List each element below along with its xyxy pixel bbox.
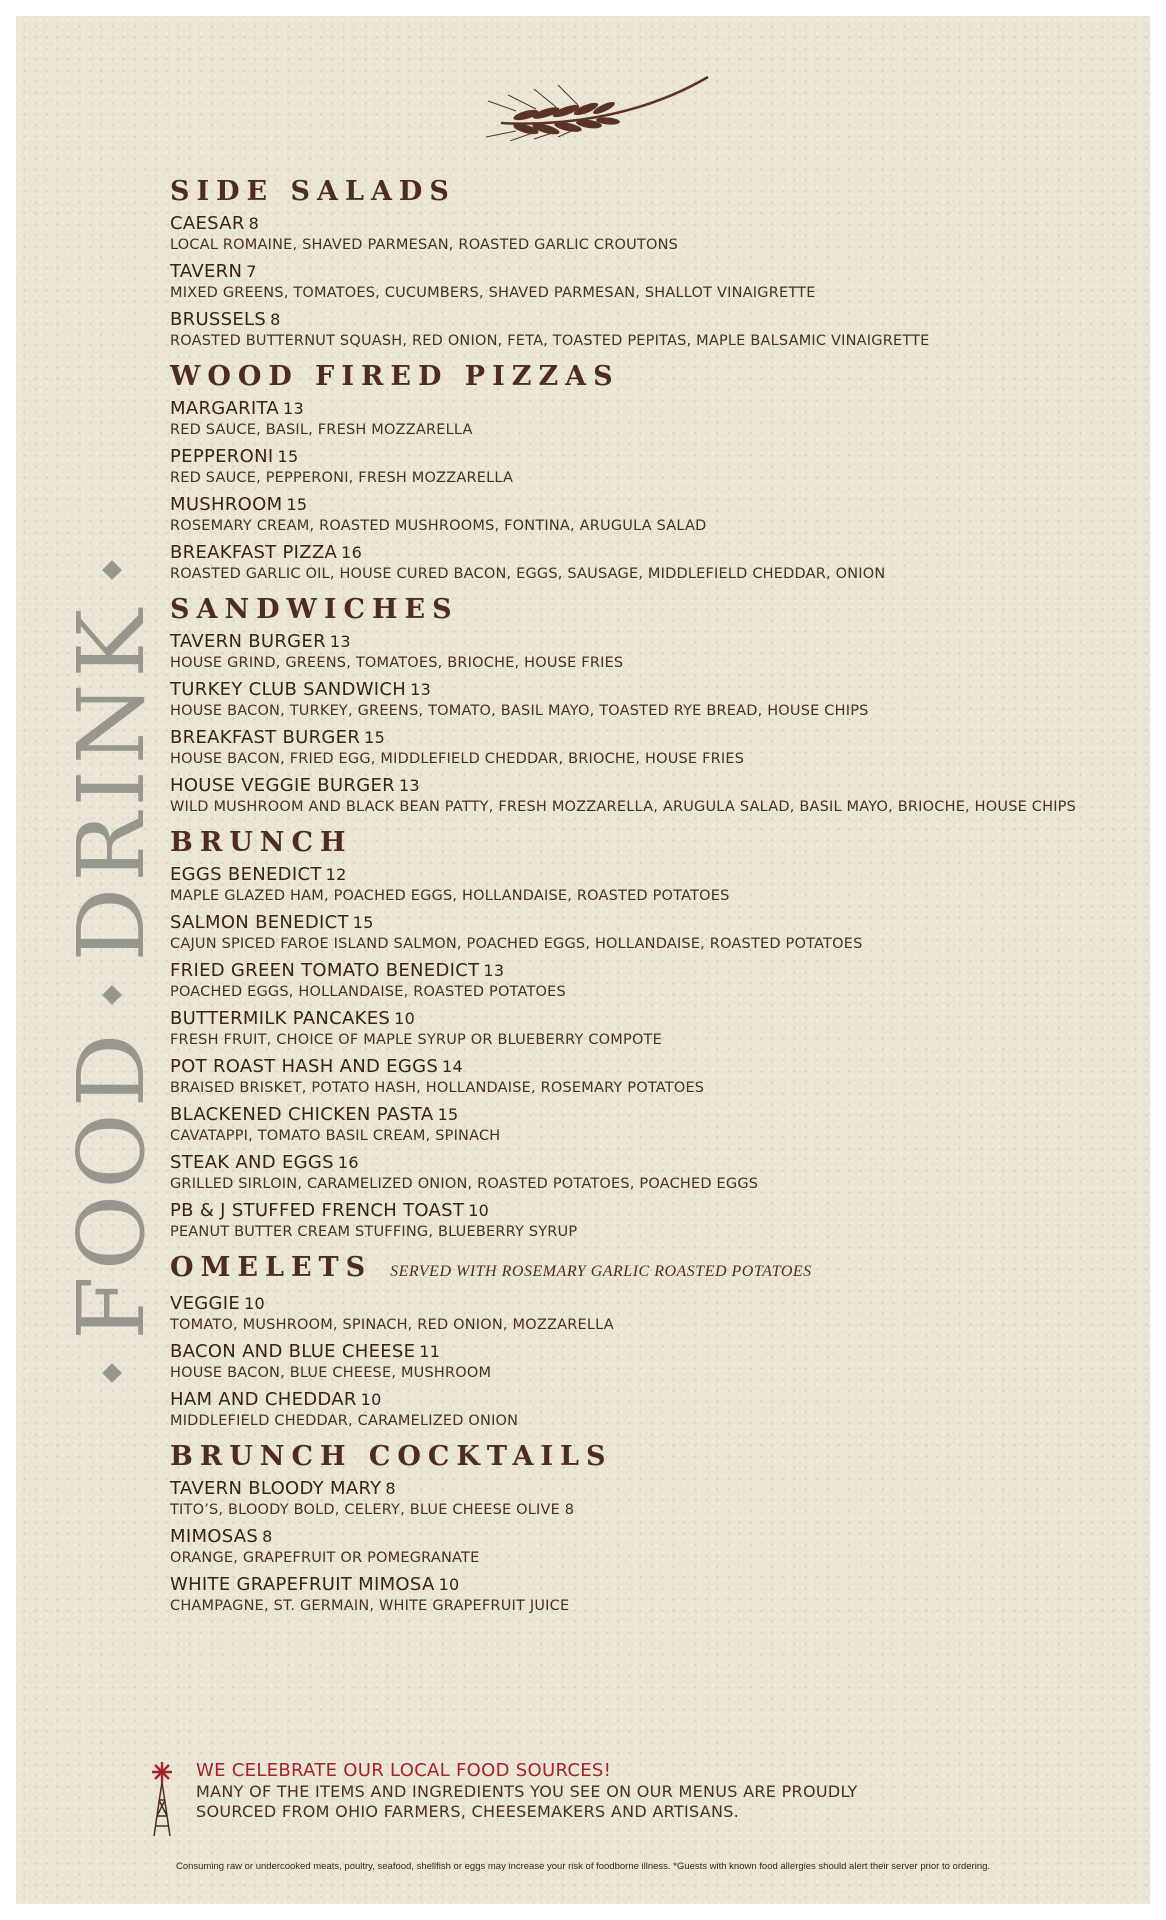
menu-item-price: 13 bbox=[329, 632, 351, 651]
menu-item-header bbox=[170, 493, 1130, 516]
menu-item bbox=[170, 445, 1130, 488]
menu-item-header bbox=[170, 308, 1130, 331]
menu-item-price: 10 bbox=[468, 1201, 490, 1220]
menu-item-price: 15 bbox=[364, 728, 386, 747]
menu-item bbox=[170, 678, 1130, 721]
section-title-text: BRUNCH bbox=[170, 827, 353, 858]
menu-item-price: 15 bbox=[277, 447, 299, 466]
menu-item-description: ROSEMARY CREAM, ROASTED MUSHROOMS, FONTINA, ARUGULA SALAD bbox=[170, 518, 707, 534]
menu-item bbox=[170, 308, 1130, 351]
menu-item bbox=[170, 397, 1130, 440]
menu-section bbox=[170, 1250, 1130, 1431]
menu-item-price: 8 bbox=[270, 310, 281, 329]
menu-item-description: POACHED EGGS, HOLLANDAISE, ROASTED POTATOES bbox=[170, 984, 566, 1000]
menu-item-header bbox=[170, 1292, 1130, 1315]
menu-item bbox=[170, 630, 1130, 673]
menu-item-header bbox=[170, 1340, 1130, 1363]
section-title bbox=[170, 825, 1130, 861]
menu-item-header bbox=[170, 397, 1130, 420]
menu-item bbox=[170, 1525, 1130, 1568]
section-title bbox=[170, 359, 1130, 395]
menu-item-name: FRIED GREEN TOMATO BENEDICT bbox=[170, 960, 480, 981]
menu-item-description: HOUSE BACON, FRIED EGG, MIDDLEFIELD CHEDDAR, BRIOCHE, HOUSE FRIES bbox=[170, 751, 745, 767]
windmill-icon bbox=[146, 1758, 178, 1838]
menu-item bbox=[170, 1151, 1130, 1194]
menu-item-description: LOCAL ROMAINE, SHAVED PARMESAN, ROASTED GARLIC CROUTONS bbox=[170, 237, 679, 253]
menu-item-description: ORANGE, GRAPEFRUIT OR POMEGRANATE bbox=[170, 1550, 480, 1566]
menu-item-price: 10 bbox=[394, 1009, 416, 1028]
menu-item-header bbox=[170, 863, 1130, 886]
menu-item-header bbox=[170, 541, 1130, 564]
menu-item bbox=[170, 1388, 1130, 1431]
menu-item-name: BREAKFAST PIZZA bbox=[170, 542, 338, 563]
menu-item-header bbox=[170, 1055, 1130, 1078]
section-title-text: OMELETS bbox=[170, 1252, 373, 1283]
menu-item-name: MARGARITA bbox=[170, 398, 280, 419]
menu-item-description: ROASTED BUTTERNUT SQUASH, RED ONION, FETA, TOASTED PEPITAS, MAPLE BALSAMIC VINAIGRETTE bbox=[170, 333, 930, 349]
local-sources-callout bbox=[146, 1758, 1106, 1838]
menu-item bbox=[170, 1199, 1130, 1242]
menu-item bbox=[170, 212, 1130, 255]
menu-item-name: VEGGIE bbox=[170, 1293, 241, 1314]
section-title-text: WOOD FIRED PIZZAS bbox=[170, 361, 620, 392]
menu-item bbox=[170, 863, 1130, 906]
wheat-icon bbox=[486, 71, 716, 141]
menu-item-description: GRILLED SIRLOIN, CARAMELIZED ONION, ROASTED POTATOES, POACHED EGGS bbox=[170, 1176, 759, 1192]
menu-item-name: EGGS BENEDICT bbox=[170, 864, 322, 885]
menu-item-description: HOUSE BACON, BLUE CHEESE, MUSHROOM bbox=[170, 1365, 492, 1381]
menu-item-name: BACON AND BLUE CHEESE bbox=[170, 1341, 416, 1362]
menu-item-name: BREAKFAST BURGER bbox=[170, 727, 361, 748]
menu-item-price: 15 bbox=[437, 1105, 459, 1124]
menu-item-name: HOUSE VEGGIE BURGER bbox=[170, 775, 395, 796]
menu-item-name: SALMON BENEDICT bbox=[170, 912, 349, 933]
menu-item-description: RED SAUCE, BASIL, FRESH MOZZARELLA bbox=[170, 422, 473, 438]
menu-item-price: 11 bbox=[419, 1342, 441, 1361]
section-title bbox=[170, 592, 1130, 628]
menu-item-header bbox=[170, 911, 1130, 934]
menu-item-description: CHAMPAGNE, ST. GERMAIN, WHITE GRAPEFRUIT JUICE bbox=[170, 1598, 570, 1614]
menu-item-description: TITO’S, BLOODY BOLD, CELERY, BLUE CHEESE OLIVE 8 bbox=[170, 1502, 575, 1518]
menu-item-name: HAM AND CHEDDAR bbox=[170, 1389, 357, 1410]
menu-item-description: HOUSE GRIND, GREENS, TOMATOES, BRIOCHE, HOUSE FRIES bbox=[170, 655, 624, 671]
menu-item-name: TAVERN BLOODY MARY bbox=[170, 1478, 382, 1499]
menu-item-price: 13 bbox=[283, 399, 305, 418]
menu-item-description: FRESH FRUIT, CHOICE OF MAPLE SYRUP OR BLUEBERRY COMPOTE bbox=[170, 1032, 662, 1048]
menu-item-description: MAPLE GLAZED HAM, POACHED EGGS, HOLLANDAISE, ROASTED POTATOES bbox=[170, 888, 730, 904]
diamond-icon bbox=[102, 560, 122, 580]
menu-item-price: 8 bbox=[248, 214, 260, 233]
menu-item-price: 13 bbox=[410, 680, 432, 699]
menu-item-name: TAVERN bbox=[170, 261, 243, 282]
menu-item bbox=[170, 493, 1130, 536]
menu-item-price: 12 bbox=[325, 865, 347, 884]
menu-item-price: 8 bbox=[262, 1527, 273, 1546]
diamond-icon bbox=[102, 1363, 122, 1383]
menu-item-price: 13 bbox=[398, 776, 420, 795]
menu-item-description: PEANUT BUTTER CREAM STUFFING, BLUEBERRY SYRUP bbox=[170, 1224, 578, 1240]
menu-item-name: BUTTERMILK PANCAKES bbox=[170, 1008, 391, 1029]
menu-item-description: CAJUN SPICED FAROE ISLAND SALMON, POACHED EGGS, HOLLANDAISE, ROASTED POTATOES bbox=[170, 936, 863, 952]
menu-item bbox=[170, 1292, 1130, 1335]
menu-item bbox=[170, 726, 1130, 769]
menu-item-price: 16 bbox=[337, 1153, 359, 1172]
menu-item-description: MIXED GREENS, TOMATOES, CUCUMBERS, SHAVED PARMESAN, SHALLOT VINAIGRETTE bbox=[170, 285, 816, 301]
section-title bbox=[170, 1250, 1130, 1290]
section-note: SERVED WITH ROSEMARY GARLIC ROASTED POTATOES bbox=[390, 1263, 812, 1280]
vertical-word-food: FOOD bbox=[58, 1027, 166, 1340]
menu-section bbox=[170, 825, 1130, 1242]
menu-item-price: 16 bbox=[341, 543, 363, 562]
menu-section bbox=[170, 359, 1130, 584]
section-title bbox=[170, 1439, 1130, 1475]
menu-item bbox=[170, 1573, 1130, 1616]
menu-item-name: MUSHROOM bbox=[170, 494, 283, 515]
menu-section bbox=[170, 174, 1130, 351]
menu-item-name: TAVERN BURGER bbox=[170, 631, 326, 652]
menu-page bbox=[16, 16, 1150, 1904]
menu-item-price: 13 bbox=[483, 961, 505, 980]
section-title-text: BRUNCH COCKTAILS bbox=[170, 1441, 613, 1472]
menu-item-price: 8 bbox=[385, 1479, 396, 1498]
menu-item-header bbox=[170, 1477, 1130, 1500]
section-title-text: SIDE SALADS bbox=[170, 176, 456, 207]
menu-item-description: MIDDLEFIELD CHEDDAR, CARAMELIZED ONION bbox=[170, 1413, 519, 1429]
menu-item-price: 10 bbox=[438, 1575, 460, 1594]
menu-item-name: POT ROAST HASH AND EGGS bbox=[170, 1056, 439, 1077]
menu-item-header bbox=[170, 260, 1130, 283]
menu-section bbox=[170, 592, 1130, 817]
menu-item-header bbox=[170, 445, 1130, 468]
menu-item-name: STEAK AND EGGS bbox=[170, 1152, 334, 1173]
local-sources-body-line2: SOURCED FROM OHIO FARMERS, CHEESEMAKERS AND ARTISANS. bbox=[196, 1802, 740, 1821]
menu-item-header bbox=[170, 1007, 1130, 1030]
menu-item-name: PEPPERONI bbox=[170, 446, 274, 467]
section-title bbox=[170, 174, 1130, 210]
menu-item-header bbox=[170, 1388, 1130, 1411]
menu-item-price: 10 bbox=[244, 1294, 266, 1313]
menu-item-price: 15 bbox=[352, 913, 374, 932]
menu-item-header bbox=[170, 726, 1130, 749]
menu-item-description: WILD MUSHROOM AND BLACK BEAN PATTY, FRESH MOZZARELLA, ARUGULA SALAD, BASIL MAYO, BRIOCHE, HOUSE CHIPS bbox=[170, 799, 1077, 815]
vertical-word-drink: DRINK bbox=[58, 602, 166, 962]
menu-item bbox=[170, 541, 1130, 584]
food-drink-vertical-label bbox=[58, 541, 166, 1401]
menu-item-header bbox=[170, 774, 1130, 797]
local-sources-title: WE CELEBRATE OUR LOCAL FOOD SOURCES! bbox=[196, 1760, 612, 1781]
allergy-disclaimer: Consuming raw or undercooked meats, poultry, seafood, shellfish or eggs may increase your risk of foodborne illness. *Guests with known food allergies should alert their server prior to ordering. bbox=[175, 1861, 991, 1872]
menu-item-description: HOUSE BACON, TURKEY, GREENS, TOMATO, BASIL MAYO, TOASTED RYE BREAD, HOUSE CHIPS bbox=[170, 703, 869, 719]
menu-item bbox=[170, 774, 1130, 817]
menu-item-header bbox=[170, 212, 1130, 235]
menu-item-header bbox=[170, 1525, 1130, 1548]
menu-item-header bbox=[170, 1199, 1130, 1222]
diamond-icon bbox=[102, 984, 122, 1004]
menu-item-name: BLACKENED CHICKEN PASTA bbox=[170, 1104, 434, 1125]
menu-item-description: CAVATAPPI, TOMATO BASIL CREAM, SPINACH bbox=[170, 1128, 501, 1144]
menu-item-description: ROASTED GARLIC OIL, HOUSE CURED BACON, EGGS, SAUSAGE, MIDDLEFIELD CHEDDAR, ONION bbox=[170, 566, 886, 582]
menu-item-header bbox=[170, 959, 1130, 982]
section-title-text: SANDWICHES bbox=[170, 594, 459, 625]
menu-item-header bbox=[170, 1103, 1130, 1126]
menu-item-name: TURKEY CLUB SANDWICH bbox=[170, 679, 407, 700]
menu-item-name: CAESAR bbox=[170, 213, 245, 234]
menu-item-price: 14 bbox=[442, 1057, 464, 1076]
menu-sections bbox=[170, 174, 1130, 1624]
menu-item-price: 10 bbox=[360, 1390, 382, 1409]
menu-item bbox=[170, 911, 1130, 954]
menu-item bbox=[170, 1340, 1130, 1383]
local-sources-body-line1: MANY OF THE ITEMS AND INGREDIENTS YOU SEE ON OUR MENUS ARE PROUDLY bbox=[196, 1782, 858, 1801]
menu-item-header bbox=[170, 1573, 1130, 1596]
menu-item bbox=[170, 1055, 1130, 1098]
menu-item-name: MIMOSAS bbox=[170, 1526, 259, 1547]
menu-item bbox=[170, 959, 1130, 1002]
menu-item-header bbox=[170, 1151, 1130, 1174]
menu-item-header bbox=[170, 678, 1130, 701]
menu-item-description: BRAISED BRISKET, POTATO HASH, HOLLANDAISE, ROSEMARY POTATOES bbox=[170, 1080, 705, 1096]
menu-item bbox=[170, 1007, 1130, 1050]
menu-item bbox=[170, 1477, 1130, 1520]
menu-item-header bbox=[170, 630, 1130, 653]
menu-item-name: PB & J STUFFED FRENCH TOAST bbox=[170, 1200, 465, 1221]
menu-item-description: TOMATO, MUSHROOM, SPINACH, RED ONION, MOZZARELLA bbox=[170, 1317, 614, 1333]
menu-item-name: BRUSSELS bbox=[170, 309, 267, 330]
menu-item-description: RED SAUCE, PEPPERONI, FRESH MOZZARELLA bbox=[170, 470, 514, 486]
menu-item-price: 7 bbox=[246, 262, 257, 281]
menu-item bbox=[170, 1103, 1130, 1146]
menu-item-price: 15 bbox=[286, 495, 308, 514]
menu-section bbox=[170, 1439, 1130, 1616]
menu-item-name: WHITE GRAPEFRUIT MIMOSA bbox=[170, 1574, 435, 1595]
menu-item bbox=[170, 260, 1130, 303]
